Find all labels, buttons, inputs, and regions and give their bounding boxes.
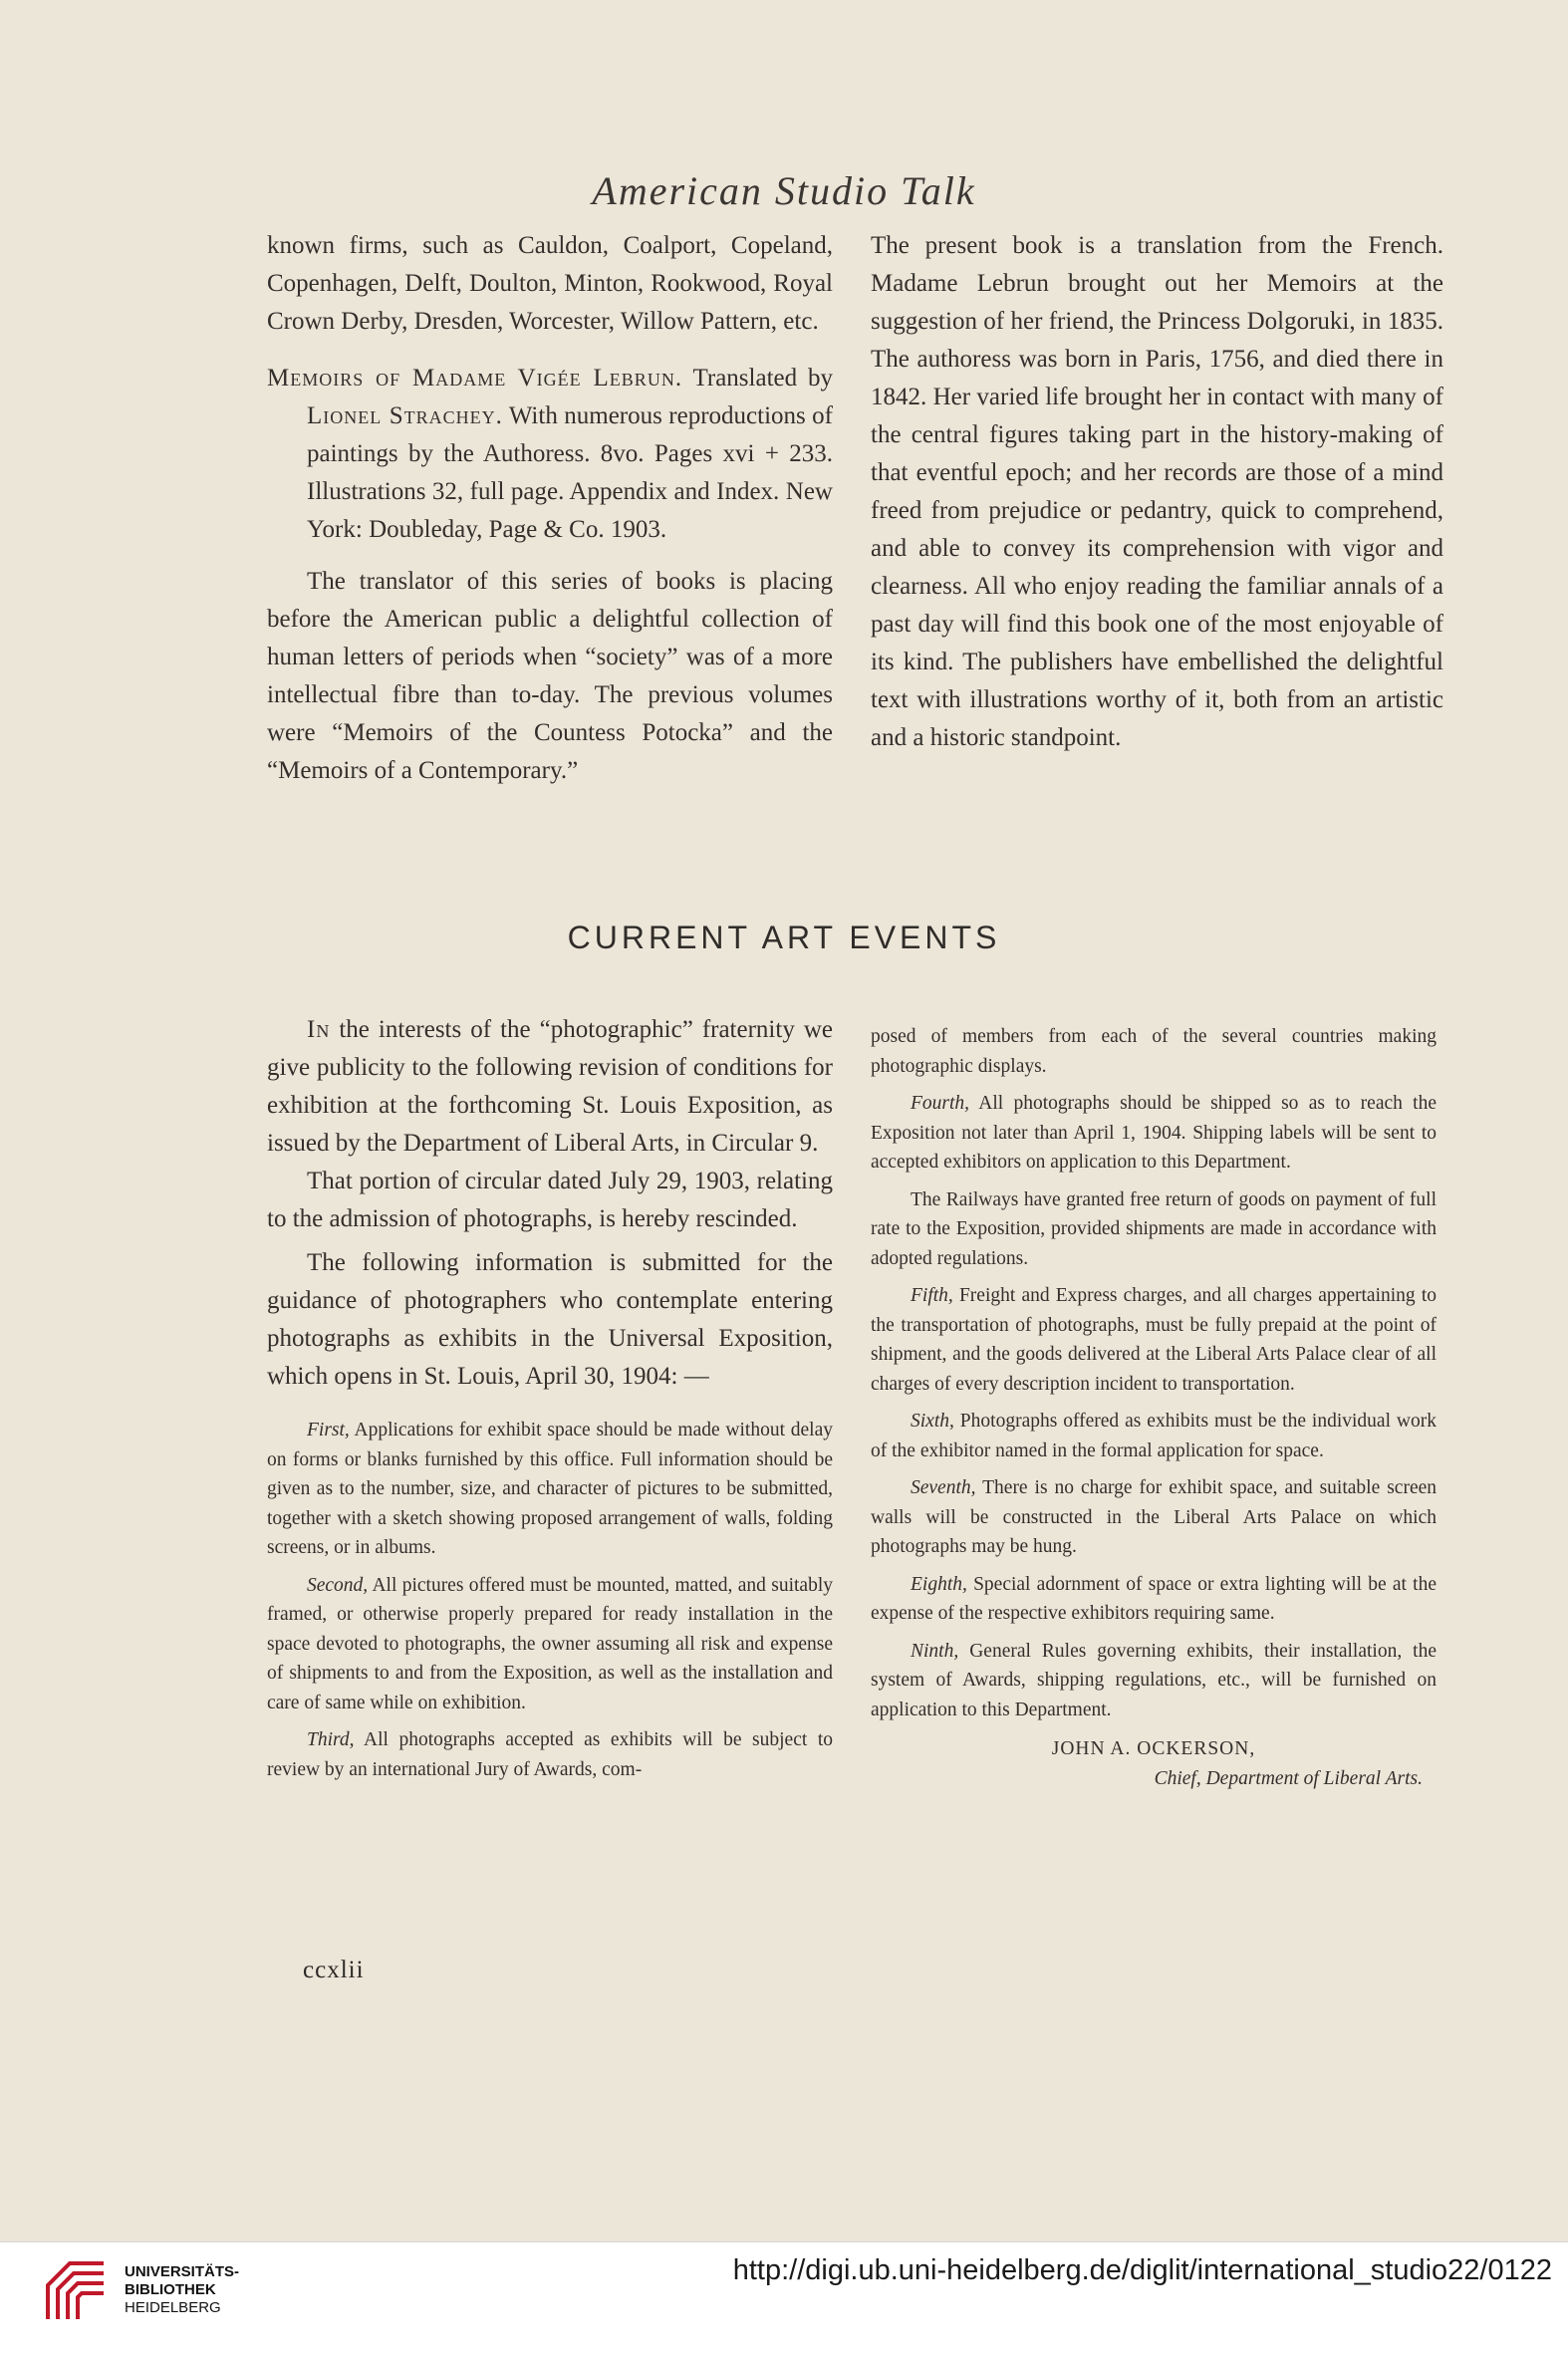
paragraph: The present book is a translation from the French. Madame Lebrun brought out her Memoirs at the suggestion of her friend, the Princess Dolgoruki, in 1835. The authoress was born in Paris, 1756, and died there in 1842. Her varied life brought her in contact with many of the central figures taking part in the history-making of that eventful epoch; and her records are those of a mind freed from prejudice or pedantry, quick to comprehend, and able to convey its comprehension with vigor and clearness. All who enjoy reading the familiar annals of a past day will find this book one of the most enjoyable of its kind. The publishers have embellished the delightful text with illustrations worthy of it, both from an artistic and a historic standpoint. [871, 232, 1443, 751]
rule-ninth [871, 1637, 1437, 1725]
rule-third [267, 1725, 833, 1784]
rule-text: Photographs offered as exhibits must be the individual work of the exhibitor named in the formal application for space. [871, 1411, 1437, 1461]
rule-label: Second, [307, 1574, 369, 1596]
translator-name: Lionel Strachey. [307, 402, 503, 429]
rule-text: There is no charge for exhibit space, and suitable screen walls will be constructed in the Liberal Arts Palace on which photographs may be hung. [871, 1477, 1437, 1557]
library-name-line: HEIDELBERG [125, 2299, 221, 2316]
drop-word: In [307, 1016, 331, 1043]
library-logo-icon[interactable] [40, 2255, 112, 2327]
rule-text: Special adornment of space or extra lighting will be at the expense of the respective exhibitors requiring same. [871, 1573, 1437, 1624]
paragraph: known firms, such as Cauldon, Coalport, Copeland, Copenhagen, Delft, Doulton, Minton, Rookwood, Royal Crown Derby, Dresden, Worcester, Willow Pattern, etc. [267, 232, 833, 335]
rule-text: Applications for exhibit space should be made without delay on forms or blanks furnished by this office. Full information should be given as to the number, size, and character of pictures to be submitted, together with a sketch showing proposed arrangement of walls, folding screens, or in albums. [267, 1420, 833, 1558]
rule-first [267, 1416, 833, 1563]
upper-left-column [267, 227, 833, 790]
library-name-line: BIBLIOTHEK [125, 2281, 216, 2298]
rule-fourth [871, 1089, 1437, 1178]
rule-label: First, [307, 1420, 350, 1441]
rule-text: Freight and Express charges, and all charges appertaining to the transportation of photographs, must be fully prepaid at the point of shipment, and the goods delivered at the Liberal Arts Palace clear of all charges of every description incident to transportation. [871, 1285, 1437, 1395]
library-name-line: UNIVERSITÄTS- [125, 2263, 240, 2280]
library-name[interactable] [125, 2263, 239, 2317]
rule-sixth [871, 1407, 1437, 1465]
paragraph: The Railways have granted free return of goods on payment of full rate to the Exposition, provided shipments are made in accordance with adopted regulations. [871, 1188, 1437, 1269]
rule-label: Fourth, [911, 1093, 970, 1114]
signature-title: Chief, Department of Liberal Arts. [1154, 1767, 1423, 1789]
rule-text: All photographs should be shipped so as to reach the Exposition not later than April 1, 1904. Shipping labels will be sent to accepted exhibitors on application to this Department. [871, 1093, 1437, 1173]
rule-fifth [871, 1281, 1437, 1399]
rule-label: Third, [307, 1729, 355, 1750]
rule-label: Ninth, [911, 1640, 959, 1662]
rule-label: Sixth, [911, 1411, 954, 1432]
signature-name: JOHN A. OCKERSON, [1051, 1738, 1256, 1759]
review-translated: Translated by [682, 365, 833, 392]
rule-text: All pictures offered must be mounted, matted, and suitably framed, or otherwise properly prepared for ready installation in the space devoted to photographs, the owner assuming all risk and expense of shipments to and from the Exposition, as well as the installation and care of same while on exhibition. [267, 1574, 833, 1713]
lower-left-column [267, 1011, 833, 1784]
rule-label: Fifth, [911, 1285, 953, 1306]
intro-text: the interests of the “photographic” fraternity we give publicity to the following revision of conditions for exhibition at the forthcoming St. Louis Exposition, as issued by the Department of Liberal Arts, in Circular 9. [267, 1016, 833, 1157]
rule-text: All photographs accepted as exhibits will be subject to review by an international Jury of Awards, com- [267, 1729, 833, 1780]
paragraph: That portion of circular dated July 29, 1903, relating to the admission of photographs, is hereby rescinded. [267, 1168, 833, 1232]
source-url-link[interactable]: http://digi.ub.uni-heidelberg.de/diglit/international_studio22/0122 [732, 2254, 1552, 2286]
rule-text: General Rules governing exhibits, their installation, the system of Awards, shipping regulations, etc., will be furnished on application to this Department. [871, 1640, 1437, 1720]
rule-label: Eighth, [911, 1573, 967, 1595]
rule-second [267, 1571, 833, 1718]
book-details: With numerous reproductions of paintings by the Authoress. 8vo. Pages xvi + 233. Illustrations 32, full page. Appendix and Index. New York: Doubleday, Page & Co. 1903. [307, 402, 834, 543]
paragraph: posed of members from each of the several countries making photographic displays. [871, 1026, 1437, 1077]
intro-paragraph [267, 1011, 833, 1163]
page-number: ccxlii [303, 1957, 365, 1983]
paragraph: The following information is submitted for the guidance of photographers who contemplate entering photographs as exhibits in the Universal Exposition, which opens in St. Louis, April 30, 1904: — [267, 1249, 833, 1390]
rule-eighth [871, 1570, 1437, 1629]
rule-seventh [871, 1473, 1437, 1562]
running-head: American Studio Talk [592, 168, 976, 213]
book-title: Memoirs of Madame Vigée Lebrun. [267, 365, 683, 392]
paragraph: The translator of this series of books is placing before the American public a delightful collection of human letters of periods when “society” was of a more intellectual fibre than to-day. The previous volumes were “Memoirs of the Countess Potocka” and the “Memoirs of a Contemporary.” [267, 568, 833, 784]
lower-right-column [871, 1022, 1437, 1793]
rule-label: Seventh, [911, 1477, 976, 1498]
upper-right-column [871, 227, 1443, 757]
section-title: CURRENT ART EVENTS [567, 919, 1001, 955]
book-review-heading [267, 360, 833, 549]
